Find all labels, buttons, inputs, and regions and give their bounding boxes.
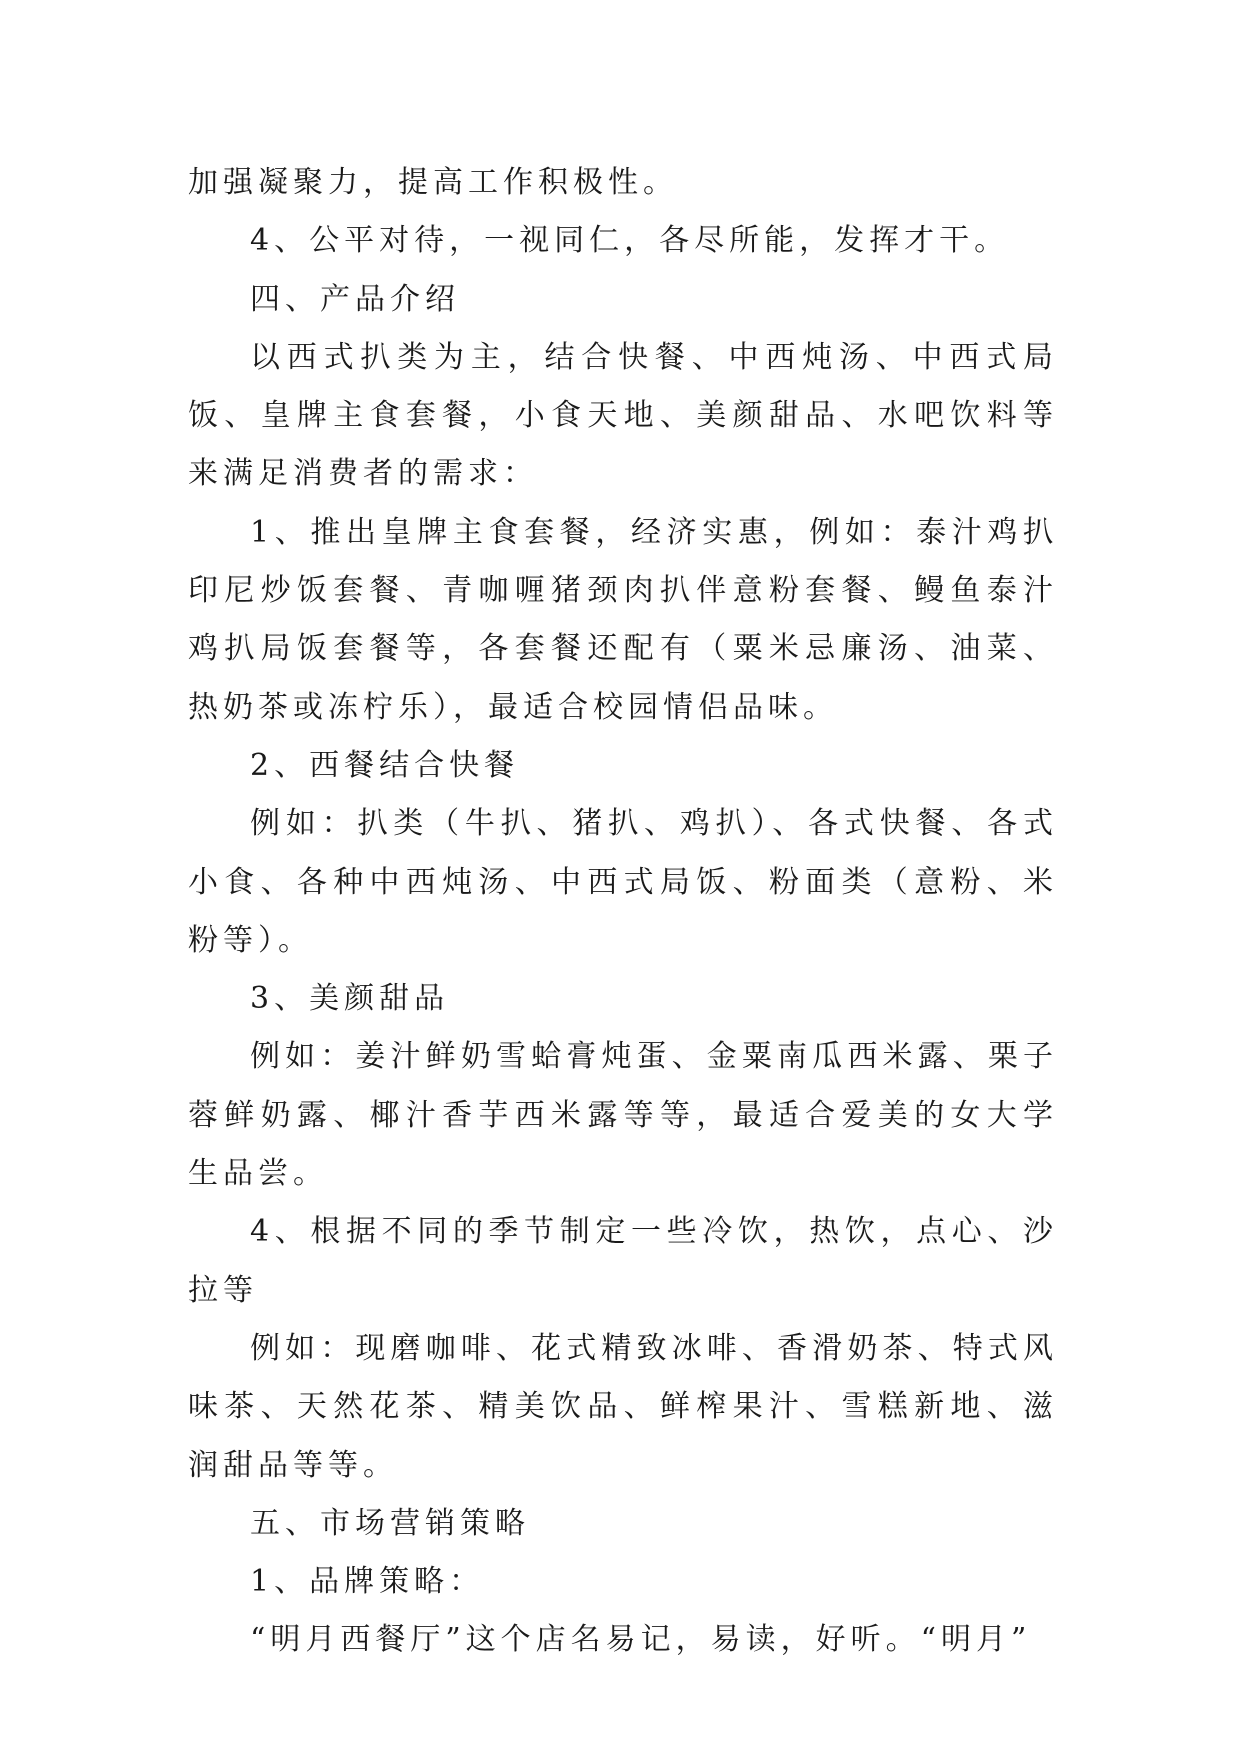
paragraph: “明月西餐厅”这个店名易记，易读，好听。“明月”	[250, 1622, 1032, 1658]
list-item: 2、西餐结合快餐	[250, 747, 520, 783]
list-item: 3、美颜甜品	[250, 981, 450, 1017]
paragraph: 加强凝聚力，提高工作积极性。	[188, 165, 678, 200]
document-body	[188, 154, 1058, 1670]
section-heading: 四、产品介绍	[250, 281, 460, 317]
paragraph: 例如：姜汁鲜奶雪蛤膏炖蛋、金粟南瓜西米露、栗子蓉鲜奶露、椰汁香芋西米露等等，最适合爱美的女大学生品尝。	[188, 1039, 1058, 1192]
list-item: 1、推出皇牌主食套餐，经济实惠，例如：泰汁鸡扒印尼炒饭套餐、青咖喱猪颈肉扒伴意粉套餐、鳗鱼泰汁鸡扒局饭套餐等，各套餐还配有（粟米忌廉汤、油菜、热奶茶或冻柠乐），最适合校园情侣品味。	[188, 514, 1058, 725]
paragraph: 4、公平对待，一视同仁，各尽所能，发挥才干。	[250, 223, 1010, 259]
paragraph: 例如：现磨咖啡、花式精致冰啡、香滑奶茶、特式风味茶、天然花茶、精美饮品、鲜榨果汁、雪糕新地、滋润甜品等等。	[188, 1330, 1058, 1483]
paragraph: 以西式扒类为主，结合快餐、中西炖汤、中西式局饭、皇牌主食套餐，小食天地、美颜甜品、水吧饮料等来满足消费者的需求：	[188, 339, 1058, 492]
paragraph: 例如：扒类（牛扒、猪扒、鸡扒）、各式快餐、各式小食、各种中西炖汤、中西式局饭、粉面类（意粉、米粉等）。	[188, 806, 1058, 958]
section-heading: 五、市场营销策略	[250, 1505, 530, 1541]
list-item: 4、根据不同的季节制定一些冷饮，热饮，点心、沙拉等	[188, 1214, 1058, 1308]
list-item: 1、品牌策略：	[250, 1564, 485, 1600]
